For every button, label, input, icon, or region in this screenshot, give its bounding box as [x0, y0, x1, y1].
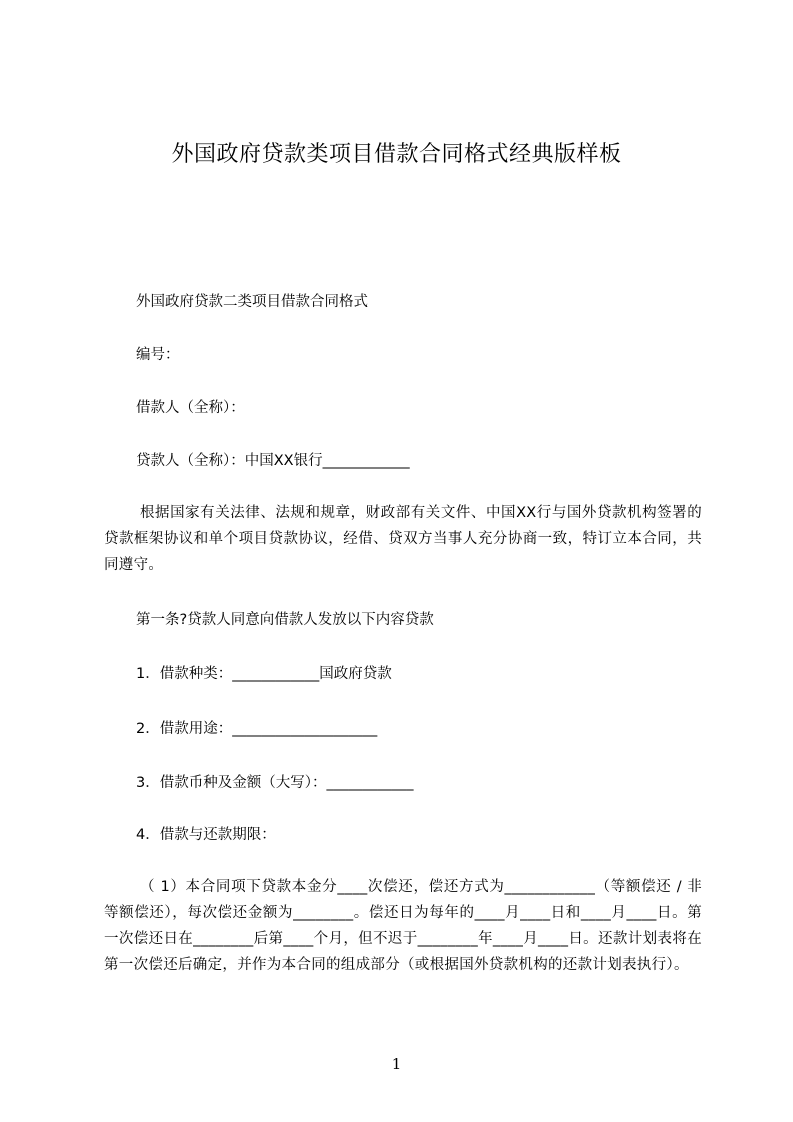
loan-type-item: 1．借款种类：____________国政府贷款	[136, 666, 392, 682]
page-number: 1	[391, 1055, 402, 1073]
lender-label: 贷款人（全称）：中国XX银行____________	[136, 453, 410, 469]
contract-number-label: 编号：	[136, 347, 180, 363]
repayment-schedule-paragraph: （ 1）本合同项下贷款本金分____次偿还，偿还方式为____________（等额偿还 / 非等额偿还），每次偿还金额为________。偿还日为每年的____月____日和____月____日。第一次偿还日在________后第____个月，但不迟于________年____月____日。还款计划表将在第一次偿还后确定，并作为本合同的组成部分（或根据国外贷款机构的还款计划表执行）。	[104, 879, 702, 973]
borrower-label: 借款人（全称）：	[136, 400, 245, 416]
preamble-paragraph: 根据国家有关法律、法规和规章，财政部有关文件、中国XX行与国外贷款机构签署的贷款框架协议和单个项目贷款协议，经借、贷双方当事人充分协商一致，特订立本合同，共同遵守。	[104, 505, 702, 573]
loan-currency-amount-item: 3．借款币种及金额（大写）：____________	[136, 775, 414, 791]
loan-term-item: 4．借款与还款期限：	[136, 827, 276, 843]
document-title: 外国政府贷款类项目借款合同格式经典版样板	[171, 142, 622, 167]
article-1-heading: 第一条?贷款人同意向借款人发放以下内容贷款	[136, 612, 434, 628]
loan-purpose-item: 2．借款用途：____________________	[136, 721, 378, 737]
contract-subtitle: 外国政府贷款二类项目借款合同格式	[136, 294, 368, 310]
